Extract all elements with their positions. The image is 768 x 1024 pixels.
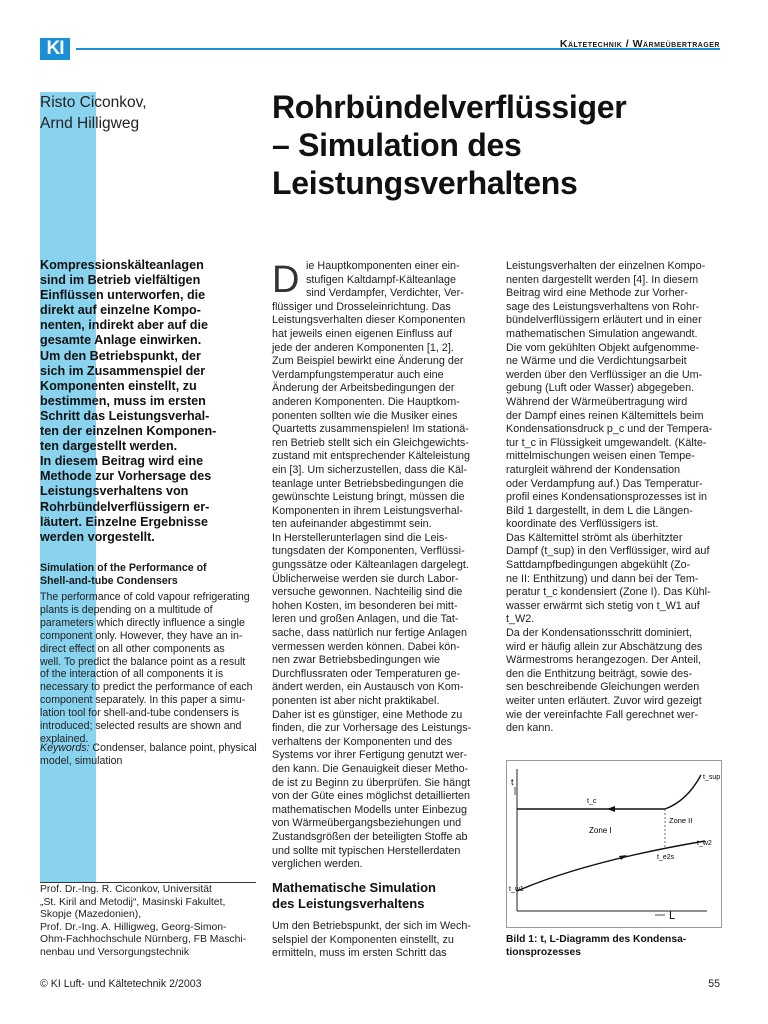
abstract-line: sich im Zusammenspiel der: [40, 363, 206, 378]
body-line: Durchflussraten oder Temperaturen ge-: [272, 667, 461, 680]
english-abstract-line: component only. However, they have an in-: [40, 629, 243, 642]
body-line: bündelverflüssigern erläutert und in einer: [506, 314, 702, 327]
abstract-line: bestimmen, muss im ersten: [40, 393, 206, 408]
body-line: peratur t_c kondensiert (Zone I). Das Kühl-: [506, 586, 711, 599]
body-line: gungssätze oder Kälteanlagen dargelegt.: [272, 559, 469, 572]
abstract-line: Kompressionskälteanlagen: [40, 258, 204, 272]
body-line: tungsdaten der Komponenten, Verflüssi-: [272, 545, 465, 558]
body-line: von Wärmeübergangsbeziehungen und: [272, 817, 462, 830]
title-line: – Simulation des: [272, 127, 522, 163]
page-number: 55: [708, 978, 720, 990]
body-line: selspiel der Komponenten einstellt, zu: [272, 933, 454, 946]
body-line: ermitteln, muss im ersten Schritt das: [272, 947, 447, 960]
abstract-line: nenten, indirekt aber auf die: [40, 318, 208, 333]
body-line: Wärmestroms herangezogen. Der Anteil,: [506, 654, 702, 667]
abstract: [40, 258, 256, 545]
body-line: sage des Leistungsverhaltens von Rohr-: [506, 300, 700, 313]
english-title: [40, 562, 207, 588]
english-abstract-line: lation tool for shell-and-tube condensers is: [40, 707, 240, 720]
abstract-line: Leistungsverhaltens von: [40, 484, 189, 499]
body-line: leren und großen Anlagen, und die Tat-: [272, 613, 459, 626]
affiliation-line: nenbau und Versorgungstechnik: [40, 946, 190, 958]
affiliation-line: Prof. Dr.-Ing. A. Hilligweg, Georg-Simon-: [40, 921, 227, 933]
body-line: und sollte mit typischen Herstellerdaten: [272, 844, 461, 857]
body-line: nen zwar Betriebsbedingungen wie: [272, 654, 441, 667]
body-line: Kondensationsdruck p_c und der Tempera-: [506, 423, 713, 436]
body-line: den kann. Die Genauigkeit dieser Metho-: [272, 762, 469, 775]
label-t-sup: t_sup: [703, 774, 721, 781]
affiliation-line: Prof. Dr.-Ing. R. Ciconkov, Universität: [40, 884, 212, 895]
body-line: teanlage unter Betriebsbedingungen die: [272, 477, 464, 490]
english-abstract-line: direct effect on all other components as: [40, 642, 225, 655]
abstract-line: gesamte Anlage einwirken.: [40, 333, 202, 348]
article-title: [272, 88, 732, 202]
t-l-diagram: [507, 761, 721, 927]
body-line: koordinate des Verflüssigers ist.: [506, 518, 659, 531]
body-column-1-continued: [272, 920, 471, 961]
body-line: den die Enthitzung beiträgt, sowie des-: [506, 667, 693, 680]
label-t-c: t_c: [587, 798, 597, 805]
body-line: stufigen Kaltdampf-Kälteanlage: [306, 273, 457, 286]
title-line: Rohrbündelverflüssiger: [272, 89, 627, 125]
body-line: ponenten ist aber nicht praktikabel.: [272, 695, 440, 707]
abstract-line: sind im Betrieb vielfältigen: [40, 273, 201, 288]
label-t-w1: t_w1: [509, 886, 524, 893]
body-line: Üblicherweise werden sie durch Labor-: [272, 572, 459, 585]
body-line: Zustandsgrößen der beteiligten Stoffe ab: [272, 830, 468, 843]
water-temperature-curve: [517, 841, 705, 891]
keywords-label: Keywords:: [40, 742, 90, 754]
body-line: anderen Komponenten. Die Hauptkom-: [272, 395, 460, 408]
abstract-line: ten der einzelnen Komponen-: [40, 424, 217, 439]
section-label: Kältetechnik / Wärmeübertrager: [559, 38, 720, 50]
body-line: Die vom gekühlten Objekt aufgenomme-: [506, 341, 700, 354]
journal-logo: KI: [40, 38, 70, 60]
body-column-2: [506, 260, 722, 736]
english-title-line: Simulation of the Performance of: [40, 562, 207, 574]
english-abstract-line: component separately. In this paper a simu-: [40, 694, 246, 707]
body-line: ne Wärme und die Verdichtungsarbeit: [506, 355, 687, 368]
body-line: finden, die zur Vorhersage des Leistungs-: [272, 722, 472, 735]
affiliation-line: „St. Kiril and Metodij“, Masinski Fakultet,: [40, 896, 226, 908]
abstract-line: Rohrbündelverflüssigern er-: [40, 499, 210, 514]
section-heading: [272, 880, 436, 912]
body-line: Während der Wärmeübertragung wird: [506, 395, 688, 408]
body-line: ne II: Enthitzung) und dann bei der Tem-: [506, 572, 699, 585]
abstract-line: Komponenten einstellt, zu: [40, 378, 197, 393]
body-line: verhaltens der Komponenten und des: [272, 735, 453, 748]
body-line: gebung (Luft oder Wasser) abgegeben.: [506, 382, 695, 395]
body-line: de ist zu Beginn zu überprüfen. Sie hängt: [272, 776, 471, 789]
figure-caption: [506, 934, 686, 960]
abstract-line: Methode zur Vorhersage des: [40, 469, 212, 484]
body-line: Systems vor ihrer Fertigung genutzt wer-: [272, 749, 468, 762]
caption-line: tionsprozesses: [506, 946, 581, 958]
body-column-1: [272, 260, 488, 872]
body-line: Bild 1 dargestellt, in dem L die Längen-: [506, 504, 693, 517]
body-line: nenten dargestellt werden [4]. In diesem: [506, 273, 699, 286]
english-abstract: [40, 591, 253, 746]
body-line: profil eines Kondensationsprozesses ist in: [506, 491, 708, 504]
body-line: Sattdampfbedingungen abgekühlt (Zo-: [506, 559, 691, 572]
english-abstract-line: necessary to predict the performance of each: [40, 681, 253, 694]
body-line: verglichen werden.: [272, 858, 363, 871]
english-abstract-line: plants is depending on a multitude of: [40, 603, 213, 616]
body-line: hat jeweils einen eigenen Einfluss auf: [272, 327, 453, 340]
drop-cap: D: [272, 259, 300, 301]
body-line: wasser erwärmt sich stetig von t_W1 auf: [506, 599, 700, 612]
author-name: Arnd Hilligweg: [40, 115, 140, 132]
body-line: zustand mit entsprechender Kälteleistung: [272, 450, 471, 463]
body-line: ten aufeinander abgestimmt sein.: [272, 518, 432, 531]
body-line: sind Verdampfer, Verdichter, Ver-: [306, 287, 464, 300]
body-line: hohen Kosten, im besonderen bei mitt-: [272, 599, 458, 612]
body-line: sen beschreibende Gleichungen werden: [506, 681, 700, 694]
label-t-e2s: t_e2s: [657, 854, 675, 861]
abstract-line: läutert. Einzelne Ergebnisse: [40, 514, 208, 529]
figure-1: [506, 760, 722, 928]
body-line: t_W2.: [506, 613, 535, 626]
body-line: Beitrag wird eine Methode zur Vorher-: [506, 287, 688, 300]
abstract-line: direkt auf einzelne Kompo-: [40, 303, 201, 318]
keywords-line2: model, simulation: [40, 755, 123, 767]
abstract-line: In diesem Beitrag wird eine: [40, 454, 204, 469]
x-axis-label: L: [669, 910, 676, 922]
affiliation-rule: [40, 882, 256, 883]
body-line: versuche gewonnen. Nachteilig sind die: [272, 586, 463, 599]
body-line: jede der anderen Komponenten [1, 2].: [272, 341, 454, 354]
english-title-line: Shell-and-tube Condensers: [40, 575, 178, 587]
desuperheating-curve: [665, 775, 701, 809]
body-line: ren Betrieb stellt sich ein Gleichgewichts-: [272, 436, 469, 449]
body-line: ie Hauptkomponenten einer ein-: [306, 260, 460, 272]
english-abstract-line: introduced; selected results are shown and: [40, 720, 242, 733]
flow-arrow: [607, 806, 615, 812]
body-line: Daher ist es günstiger, eine Methode zu: [272, 708, 463, 721]
title-line: Leistungsverhaltens: [272, 165, 578, 201]
body-line: Änderung der Arbeitsbedingungen der: [272, 382, 455, 395]
body-line: sache, dass natürlich nur fertige Anlagen: [272, 627, 468, 640]
body-line: mathematischen Simulation angewandt.: [506, 327, 698, 340]
english-abstract-line: of the interaction of all components it is: [40, 668, 224, 681]
body-line: Komponenten in ihrem Leistungsverhal-: [272, 504, 463, 517]
section-heading-line: Mathematische Simulation: [272, 880, 436, 895]
english-abstract-line: well. To predict the balance point as a result: [40, 655, 246, 668]
english-abstract-line: explained.: [40, 732, 89, 745]
body-line: flüssiger und Drosseleinrichtung. Das: [272, 300, 451, 313]
affiliation-line: Ohm-Fachhochschule Nürnberg, FB Maschi-: [40, 934, 247, 946]
caption-line: Bild 1: t, L-Diagramm des Kondensa-: [506, 934, 687, 945]
body-line: von der Güte eines möglichst detaillierten: [272, 790, 471, 803]
body-line: werden über den Verflüssiger an die Um-: [506, 368, 703, 381]
body-line: der Dampf eines reinen Kältemittels beim: [506, 409, 704, 422]
body-line: Leistungsverhalten dieser Komponenten: [272, 314, 466, 327]
abstract-line: Um den Betriebspunkt, der: [40, 348, 201, 363]
body-line: Dampf (t_sup) in den Verflüssiger, wird auf: [506, 545, 710, 558]
label-t-w2: t_w2: [697, 840, 712, 847]
body-line: wird er häufig allein zur Abschätzung des: [506, 640, 703, 653]
abstract-line: Einflüssen unterworfen, die: [40, 288, 206, 303]
body-line: wie der vereinfachte Fall gerechnet wer-: [506, 708, 699, 721]
keywords-line1: Condenser, balance point, physical: [89, 742, 257, 754]
body-line: Um den Betriebspunkt, der sich im Wech-: [272, 920, 472, 932]
body-line: ponenten sollten wie die Musiker eines: [272, 409, 458, 422]
body-line: Zum Beispiel bewirkt eine Änderung der: [272, 355, 464, 368]
body-line: tur t_c in Flüssigkeit umgewandelt. (Kälte-: [506, 436, 707, 449]
body-line: mittelmischungen weisen einen Tempe-: [506, 450, 695, 463]
english-abstract-line: The performance of cold vapour refrigerating: [40, 591, 250, 603]
abstract-line: Schritt das Leistungsverhal-: [40, 408, 210, 423]
affiliation-line: Skopje (Mazedonien),: [40, 909, 142, 921]
body-line: ändert werden, ein Austausch von Kom-: [272, 681, 464, 694]
author-name: Risto Ciconkov,: [40, 94, 147, 111]
body-line: gewünschte Leistung bringt, müssen die: [272, 491, 465, 504]
body-line: Quartetts zusammenspielen! Im stationä-: [272, 423, 469, 436]
body-line: weiter unten erläutert. Zuvor wird gezeigt: [506, 695, 702, 707]
authors: [40, 92, 147, 134]
label-zone-2: Zone II: [669, 816, 693, 825]
body-line: raturgleit während der Kondensation: [506, 463, 681, 476]
y-axis-label: t: [511, 777, 514, 787]
body-line: Das Kältemittel strömt als überhitzter: [506, 531, 683, 544]
keywords: [40, 742, 257, 768]
affiliations: [40, 884, 246, 960]
body-line: Leistungsverhalten der einzelnen Kompo-: [506, 260, 706, 272]
body-line: den kann.: [506, 722, 554, 735]
body-line: vermessen werden können. Dabei kön-: [272, 640, 460, 653]
body-line: In Herstellerunterlagen sind die Leis-: [272, 531, 448, 544]
section-heading-line: des Leistungsverhaltens: [272, 896, 425, 911]
body-line: Verdampfungstemperatur auch eine: [272, 368, 444, 381]
footer-copyright: © KI Luft- und Kältetechnik 2/2003: [40, 978, 202, 990]
body-line: Da der Kondensationsschritt dominiert,: [506, 627, 693, 640]
abstract-line: ten dargestellt werden.: [40, 439, 178, 454]
body-line: oder Verdampfung auf.) Das Temperatur-: [506, 477, 703, 490]
body-line: ein [3]. Um sicherzustellen, dass die Käl-: [272, 463, 468, 476]
label-zone-1: Zone I: [589, 826, 612, 835]
body-line: mathematischen Modells unter Einbezug: [272, 803, 468, 816]
abstract-line: werden vorgestellt.: [40, 529, 155, 544]
english-abstract-line: parameters which directly influence a single: [40, 616, 245, 629]
